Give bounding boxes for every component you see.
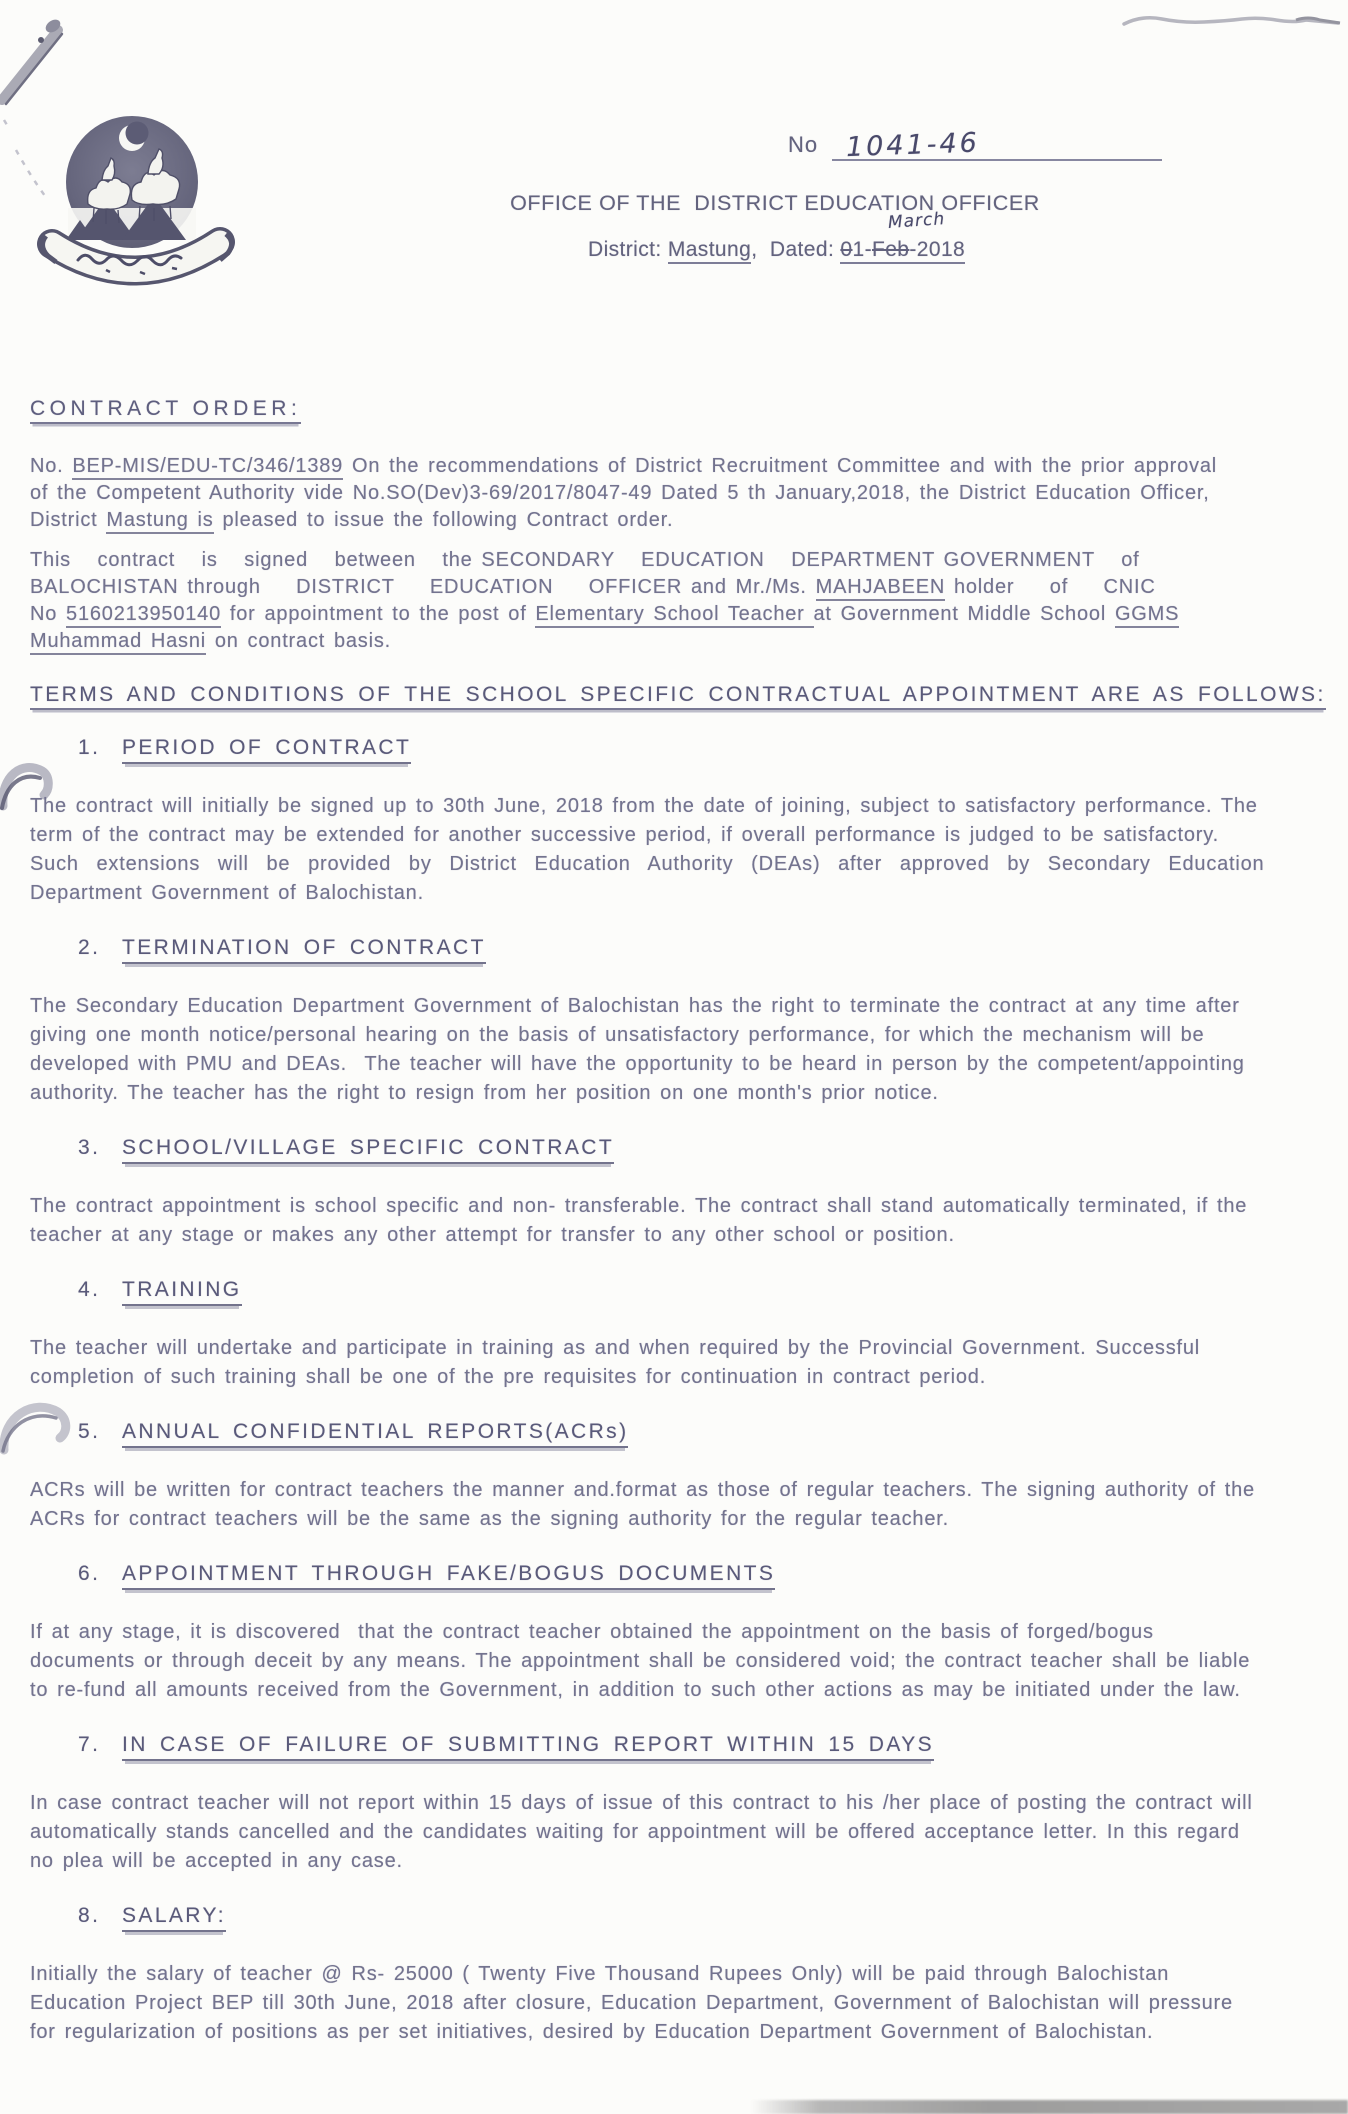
no-underline	[832, 127, 1162, 164]
text-segment: Department Government of Balochistan.	[30, 882, 424, 904]
section-number: 6.	[78, 1562, 101, 1585]
handwritten-document-number: 1041-46	[845, 127, 981, 164]
text-segment: No	[30, 603, 67, 625]
heading-text: TERMS AND CONDITIONS OF THE SCHOOL SPECIFIC CONTRACTUAL APPOINTMENT ARE AS FOLLOWS:	[30, 683, 1326, 710]
district-date-line: District: Mastung, Dated: 01-Feb-2018 March	[588, 238, 965, 262]
section-heading	[30, 735, 1348, 761]
text-line	[30, 850, 1348, 879]
underlined-text: BEP-MIS/EDU-TC/346/1389	[72, 455, 343, 480]
text-segment: BALOCHISTAN through DISTRICT EDUCATION OFFICER and Mr./Ms.	[30, 576, 816, 598]
terms-and-conditions-heading	[30, 682, 1348, 708]
text-line	[30, 1021, 1348, 1050]
paragraph	[30, 792, 1348, 908]
text-line	[30, 992, 1348, 1021]
section-heading-text: TRAINING	[122, 1278, 242, 1306]
underlined-text: GGMS	[1115, 603, 1179, 628]
section-number: 3.	[78, 1136, 101, 1159]
text-segment: pleased to issue the following Contract order.	[213, 509, 674, 531]
underlined-text: Muhammad Hasni	[30, 630, 206, 655]
section-number: 8.	[78, 1904, 101, 1927]
text-segment: of the Competent Authority vide No.SO(Dev)3-69/2017/8047-49 Dated 5 th January,2018, the District Education Officer,	[30, 482, 1210, 504]
underlined-text: MAHJABEEN	[816, 576, 945, 601]
text-line	[30, 1334, 1348, 1363]
text-line	[30, 1618, 1348, 1647]
text-line	[30, 547, 1348, 574]
scanner-edge-smudge	[750, 2100, 1348, 2114]
paragraph	[30, 1334, 1348, 1392]
district-label: District:	[588, 238, 668, 261]
text-segment: at Government Middle School	[813, 603, 1115, 625]
section-heading-text: SCHOOL/VILLAGE SPECIFIC CONTRACT	[122, 1136, 614, 1164]
text-segment: developed with PMU and DEAs. The teacher will have the opportunity to be heard in person by the competent/appointing	[30, 1053, 1245, 1075]
text-segment: teacher at any stage or makes any other attempt for transfer to any other school or position.	[30, 1224, 955, 1246]
text-line	[30, 2018, 1348, 2047]
text-segment: ACRs for contract teachers will be the same as the signing authority for the regular teacher.	[30, 1508, 949, 1530]
underlined-text: 5160213950140	[66, 603, 221, 628]
section-heading-text: IN CASE OF FAILURE OF SUBMITTING REPORT WITHIN 15 DAYS	[122, 1733, 934, 1761]
text-segment: authority. The teacher has the right to resign from her position on one month's prior notice.	[30, 1082, 939, 1104]
section-heading	[30, 1732, 1348, 1758]
district-value: Mastung	[668, 238, 751, 264]
text-segment: to re-fund all amounts received from the Government, in addition to such other actions as may be initiated under the law.	[30, 1679, 1241, 1701]
text-line	[30, 1221, 1348, 1250]
text-segment: on contract basis.	[206, 630, 392, 652]
text-line	[30, 453, 1348, 480]
text-line	[30, 1789, 1348, 1818]
text-line	[30, 1847, 1348, 1876]
text-segment: for regularization of positions as per set initiatives, desired by Education Department Government of Balochistan.	[30, 2021, 1154, 2043]
text-segment: no plea will be accepted in any case.	[30, 1850, 403, 1872]
paragraph	[30, 453, 1348, 534]
text-line	[30, 1818, 1348, 1847]
text-line	[30, 1476, 1348, 1505]
text-segment: If at any stage, it is discovered that the contract teacher obtained the appointment on the basis of forged/bogus	[30, 1621, 1154, 1643]
text-segment: automatically stands cancelled and the candidates waiting for appointment will be offered acceptance letter. In this regard	[30, 1821, 1240, 1843]
text-segment: giving one month notice/personal hearing on the basis of unsatisfactory performance, for which the mechanism will be	[30, 1024, 1205, 1046]
text-line	[30, 792, 1348, 821]
date-value: 01-Feb-2018	[840, 238, 965, 264]
text-line	[30, 1647, 1348, 1676]
section-number: 2.	[78, 936, 101, 959]
pencil-scan-mark-icon	[0, 0, 90, 210]
heading-text: CONTRACT ORDER:	[30, 397, 301, 424]
text-segment: holder of CNIC	[945, 576, 1156, 598]
section-heading	[30, 1135, 1348, 1161]
text-segment: The teacher will undertake and participate in training as and when required by the Provincial Government. Successful	[30, 1337, 1201, 1359]
text-line	[30, 628, 1348, 655]
text-line	[30, 821, 1348, 850]
section-heading-text: ANNUAL CONFIDENTIAL REPORTS(ACRs)	[122, 1420, 628, 1448]
text-segment: The Secondary Education Department Government of Balochistan has the right to terminate the contract at any time after	[30, 995, 1240, 1017]
text-segment: On the recommendations of District Recruitment Committee and with the prior approval	[343, 455, 1217, 477]
text-segment: District	[30, 509, 107, 531]
text-line	[30, 1676, 1348, 1705]
section-heading-text: SALARY:	[122, 1904, 226, 1932]
text-line	[30, 1079, 1348, 1108]
paragraph	[30, 547, 1348, 655]
section-number: 5.	[78, 1420, 101, 1443]
government-of-balochistan-emblem	[36, 108, 242, 306]
text-line	[30, 1989, 1348, 2018]
text-segment: No.	[30, 455, 73, 477]
section-heading	[30, 1561, 1348, 1587]
text-line	[30, 507, 1348, 534]
section-number: 7.	[78, 1733, 101, 1756]
text-line	[30, 1192, 1348, 1221]
text-line	[30, 1050, 1348, 1079]
text-segment: Initially the salary of teacher @ Rs- 25000 ( Twenty Five Thousand Rupees Only) will be paid through Balochistan	[30, 1963, 1170, 1985]
section-heading-text: APPOINTMENT THROUGH FAKE/BOGUS DOCUMENTS	[122, 1562, 775, 1590]
text-line	[30, 879, 1348, 908]
section-heading	[30, 1903, 1348, 1929]
text-segment: for appointment to the post of	[221, 603, 536, 625]
office-title: OFFICE OF THE DISTRICT EDUCATION OFFICER	[510, 191, 1040, 215]
underlined-text: Elementary School Teacher	[535, 603, 813, 628]
text-segment: This contract is signed between the SECONDARY EDUCATION DEPARTMENT GOVERNMENT of	[30, 549, 1140, 571]
section-heading	[30, 1277, 1348, 1303]
paragraph	[30, 1476, 1348, 1534]
text-segment: In case contract teacher will not report within 15 days of issue of this contract to his /her place of posting the contract will	[30, 1792, 1253, 1814]
grey-scribble-icon	[1120, 6, 1348, 36]
text-segment: completion of such training shall be one of the pre requisites for continuation in contract period.	[30, 1366, 987, 1388]
no-label: No	[788, 132, 819, 157]
text-segment: The contract will initially be signed up to 30th June, 2018 from the date of joining, subject to satisfactory performance. The	[30, 795, 1258, 817]
text-line	[30, 480, 1348, 507]
text-line	[30, 1960, 1348, 1989]
section-heading-text: TERMINATION OF CONTRACT	[122, 936, 486, 964]
text-line	[30, 1505, 1348, 1534]
dated-label: Dated:	[769, 238, 841, 261]
paragraph	[30, 1960, 1348, 2047]
section-number: 4.	[78, 1278, 101, 1301]
contract-order-title	[30, 396, 1348, 422]
paragraph	[30, 1618, 1348, 1705]
text-segment: The contract appointment is school specific and non- transferable. The contract shall stand automatically terminated, if the	[30, 1195, 1248, 1217]
paragraph	[30, 992, 1348, 1108]
text-segment: term of the contract may be extended for another successive period, if overall performance is judged to be satisfactory.	[30, 824, 1219, 846]
section-heading	[30, 1419, 1348, 1445]
underlined-text: Mastung is	[106, 509, 213, 534]
section-heading-text: PERIOD OF CONTRACT	[122, 736, 411, 764]
text-segment: ACRs will be written for contract teachers the manner and.format as those of regular teachers. The signing authority of the	[30, 1479, 1255, 1501]
text-segment: documents or through deceit by any means. The appointment shall be considered void; the contract teacher shall be liable	[30, 1650, 1251, 1672]
text-segment: Education Project BEP till 30th June, 2018 after closure, Education Department, Government of Balochistan will pressure	[30, 1992, 1233, 2014]
text-segment: Such extensions will be provided by District Education Authority (DEAs) after approved by Secondary Education	[30, 853, 1265, 875]
paragraph	[30, 1192, 1348, 1250]
document-number-line	[788, 127, 1162, 164]
document-body	[30, 396, 1348, 2047]
section-heading	[30, 935, 1348, 961]
handwritten-month-correction: March	[887, 209, 946, 233]
text-line	[30, 601, 1348, 628]
section-number: 1.	[78, 736, 101, 759]
text-line	[30, 574, 1348, 601]
paragraph	[30, 1789, 1348, 1876]
text-line	[30, 1363, 1348, 1392]
